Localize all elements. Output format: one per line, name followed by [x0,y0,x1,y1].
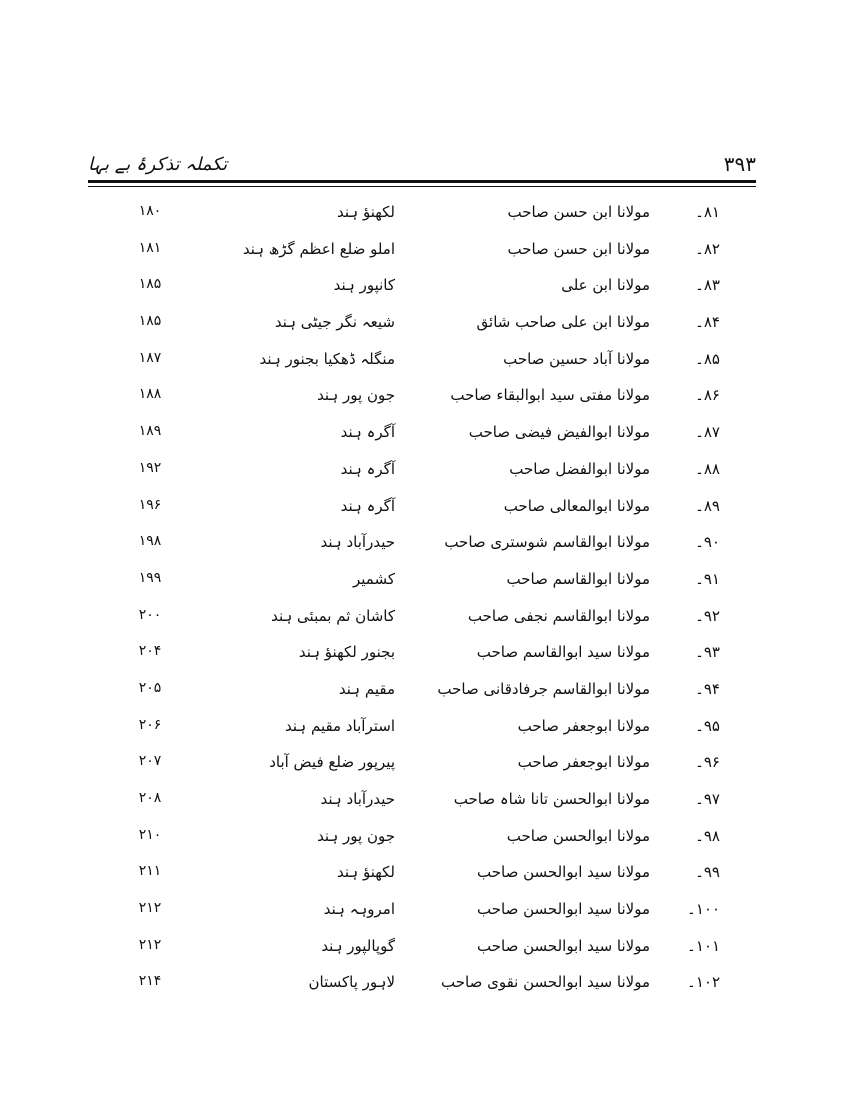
entry-name: مولانا ابوالقاسم جرفادقانی صاحب [437,679,650,698]
entry-place: پیرپور ضلع فیض آباد [269,753,395,772]
entry-place: حیدرآباد ہند [320,790,395,808]
entry-name: مولانا سید ابوالحسن صاحب [477,936,650,955]
entry-name: مولانا سید ابوالحسن صاحب [477,863,650,882]
list-item [100,855,720,892]
entry-name: مولانا ابوالفضل صاحب [509,459,650,478]
entry-name: مولانا سید ابوالحسن نقوی صاحب [441,973,650,992]
entry-name: مولانا ابوالقاسم نجفی صاحب [467,606,650,625]
entry-place: لکھنؤ ہند [336,863,395,882]
entry-page: ۲۰۰ [138,606,162,623]
entry-place: جون پور ہند [317,826,395,845]
entry-page: ۲۰۴ [138,643,162,660]
entry-page: ۱۹۸ [138,533,162,550]
entry-number: ۸۶۔ [695,386,720,405]
list-item [100,305,720,342]
list-item [100,342,720,379]
entry-name: مولانا ابوجعفر صاحب [517,716,650,735]
entry-number: ۱۰۰۔ [687,900,720,919]
entry-place: آگرہ ہند [340,496,395,515]
entry-number: ۱۰۲۔ [687,973,720,992]
entry-page: ۲۱۴ [138,973,162,990]
index-list [100,195,720,1002]
entry-number: ۸۷۔ [695,423,720,442]
entry-page: ۱۸۹ [138,423,162,440]
entry-page: ۲۱۰ [138,826,162,843]
entry-name: مولانا ابوالمعالی صاحب [503,496,650,515]
list-item [100,819,720,856]
entry-place: آگرہ ہند [340,459,395,478]
entry-place: گوپالپور ہند [321,936,395,955]
list-item [100,892,720,929]
entry-place: بجنور لکھنؤ ہند [298,643,395,662]
entry-place: کانپور ہند [333,276,395,295]
entry-place: لکھنؤ ہند [336,203,395,221]
list-item [100,232,720,269]
entry-place: امروہہ ہند [323,900,395,919]
entry-name: مولانا سید ابوالقاسم صاحب [476,643,650,662]
entry-page: ۱۸۱ [138,239,162,256]
entry-place: کشمیر [353,569,395,588]
entry-number: ۹۷۔ [695,790,720,808]
list-item [100,562,720,599]
entry-name: مولانا ابوجعفر صاحب [517,753,650,772]
entry-number: ۱۰۱۔ [687,936,720,955]
entry-number: ۹۱۔ [695,569,720,588]
list-item [100,599,720,636]
entry-page: ۲۱۲ [138,900,162,917]
entry-number: ۹۳۔ [695,643,720,662]
entry-name: مولانا ابن حسن صاحب [507,203,650,221]
entry-page: ۱۸۷ [138,349,162,366]
list-item [100,635,720,672]
entry-page: ۲۰۷ [138,753,162,770]
entry-name: مولانا ابن علی [561,276,650,295]
entry-number: ۹۶۔ [695,753,720,772]
list-item [100,672,720,709]
entry-page: ۲۰۵ [138,679,162,696]
entry-number: ۹۸۔ [695,826,720,845]
entry-place: املو ضلع اعظم گڑھ ہند [242,239,395,258]
list-item [100,195,720,232]
entry-place: شیعہ نگر جیٹی ہند [274,313,395,332]
entry-place: منگلہ ڈھکیا بجنور ہند [259,349,395,368]
list-item [100,452,720,489]
list-item [100,378,720,415]
entry-page: ۱۹۶ [138,496,162,513]
entry-place: استرآباد مقیم ہند [285,716,395,735]
entry-name: مولانا مفتی سید ابوالبقاء صاحب [450,386,650,405]
entry-page: ۱۸۸ [138,386,162,403]
list-item [100,745,720,782]
entry-page: ۱۹۹ [138,569,162,586]
entry-place: جون پور ہند [317,386,395,405]
list-item [100,525,720,562]
entry-page: ۱۹۲ [138,459,162,476]
list-item [100,782,720,819]
entry-number: ۸۹۔ [695,496,720,515]
entry-page: ۲۰۸ [138,790,162,806]
entry-name: مولانا ابوالقاسم صاحب [506,569,650,588]
list-item [100,415,720,452]
entry-page: ۱۸۵ [138,313,162,330]
list-item [100,709,720,746]
entry-number: ۹۵۔ [695,716,720,735]
list-item [100,268,720,305]
running-header [88,148,756,182]
entry-number: ۸۴۔ [695,313,720,332]
book-title: تکملہ تذکرۂ بے بہا [88,154,228,175]
list-item [100,929,720,966]
list-item [100,965,720,1002]
entry-place: مقیم ہند [338,679,395,698]
entry-number: ۹۰۔ [695,533,720,552]
header-rule-thick [88,180,756,183]
entry-name: مولانا سید ابوالحسن صاحب [477,900,650,919]
entry-place: لاہور پاکستان [308,973,395,992]
entry-number: ۸۱۔ [695,203,720,221]
entry-name: مولانا ابن علی صاحب شائق [476,313,650,332]
list-item [100,489,720,526]
entry-page: ۲۱۲ [138,936,162,953]
entry-place: حیدرآباد ہند [320,533,395,552]
entry-number: ۹۹۔ [695,863,720,882]
entry-number: ۸۲۔ [695,239,720,258]
entry-place: کاشان ثم بمبئی ہند [271,606,395,625]
entry-name: مولانا ابوالحسن تانا شاہ صاحب [453,790,650,808]
header-rule-thin [88,186,756,187]
entry-page: ۲۱۱ [138,863,162,880]
entry-number: ۸۳۔ [695,276,720,295]
entry-number: ۸۸۔ [695,459,720,478]
entry-number: ۹۲۔ [695,606,720,625]
entry-name: مولانا ابن حسن صاحب [507,239,650,258]
entry-page: ۱۸۰ [138,203,162,219]
entry-page: ۲۰۶ [138,716,162,733]
page-number: ۳۹۳ [723,152,756,176]
entry-name: مولانا ابوالقاسم شوستری صاحب [444,533,650,552]
entry-number: ۸۵۔ [695,349,720,368]
entry-name: مولانا آباد حسین صاحب [503,349,650,368]
entry-place: آگرہ ہند [340,423,395,442]
entry-name: مولانا ابوالحسن صاحب [506,826,650,845]
entry-page: ۱۸۵ [138,276,162,293]
entry-name: مولانا ابوالفیض فیضی صاحب [468,423,650,442]
entry-number: ۹۴۔ [695,679,720,698]
